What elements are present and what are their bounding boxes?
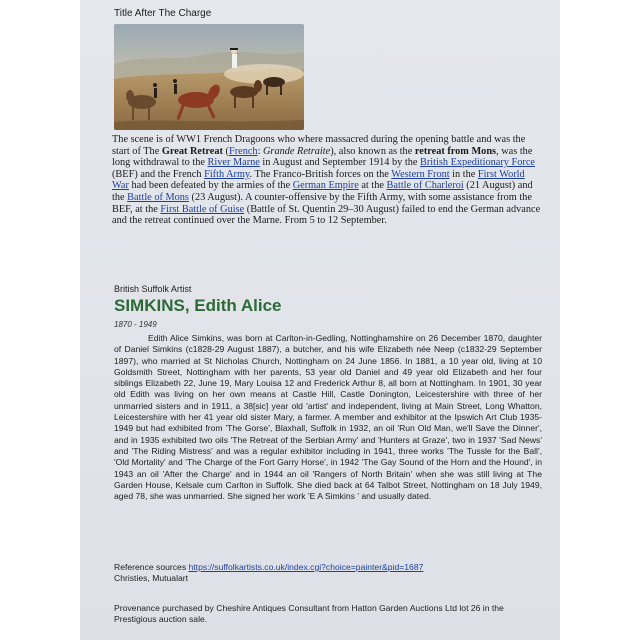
intro-text-2: ( bbox=[222, 145, 229, 157]
link-battle-of-mons[interactable]: Battle of Mons bbox=[127, 191, 189, 203]
intro-paragraph bbox=[112, 134, 542, 227]
intro-text-13: (23 August). A counter-offensive by the Fifth Army, with some assistance from the BEF, at the bbox=[112, 191, 532, 215]
intro-text-10: had been defeated by the armies of the bbox=[128, 180, 293, 192]
reference-others: Christies, Mutualart bbox=[114, 573, 189, 584]
artist-name-heading: SIMKINS, Edith Alice bbox=[114, 296, 282, 315]
intro-bold-retreat-from-mons: retreat from Mons bbox=[414, 145, 497, 157]
reference-sources bbox=[114, 562, 542, 585]
link-british-expeditionary-force[interactable]: British Expeditionary Force bbox=[420, 157, 535, 169]
link-french[interactable]: French bbox=[228, 145, 258, 157]
document-page bbox=[80, 0, 560, 640]
painting-title: Title After The Charge bbox=[114, 8, 212, 19]
intro-text-9: in the bbox=[449, 168, 478, 180]
artist-kicker: British Suffolk Artist bbox=[114, 284, 192, 294]
link-fifth-army[interactable]: Fifth Army bbox=[204, 168, 250, 180]
reference-label: Reference sources bbox=[114, 562, 189, 572]
intro-text-3: : bbox=[257, 145, 263, 157]
intro-text-1: The scene is of WW1 French Dragoons who where massacred during the opening battle and was the start of The bbox=[112, 134, 526, 157]
intro-italic-grande-retraite: Grande Retraite bbox=[263, 145, 331, 157]
intro-text-14: (Battle of St. Quentin 29–30 August) failed to end the German advance and the retreat continued over the Marne. From 5 to 12 September. bbox=[112, 203, 541, 227]
intro-text-8: . The Franco-British forces on the bbox=[249, 168, 392, 180]
link-german-empire[interactable]: German Empire bbox=[292, 180, 359, 192]
artist-biography-text: Edith Alice Simkins, was born at Carlton-in-Gedling, Nottinghamshire on 26 December 1870, daughter of Daniel Simkins (c1828-29 August 1887), a butcher, and his wife Elizabeth née Neep (c1832-29 September 1897), who married at St Nicholas Church, Nottingham on 24 June 1856. In 1881, a 10 year old, living at 10 Goldsmith Street, Nottingham with her parents, 53 year old Daniel and 49 year old Elizabeth and her four siblings Elizabeth 22, June 19, Mary Louisa 12 and Frederick Arthur 8, all born at Nottingham. In 1901, 30 year old Edith was living on her own means at Castle Hill, Castle Donington, Leicestershire with three of her unmarried sisters and in 1911, a 38[sic] year old 'artist' and independent, living at Main Street, Long Whatton, Leicestershire with her 41 year old sister Mary, a farmer. A member and exhibitor at the Ipswich Art Club 1935-1949 but had exhibited from 'The Gorse', Blaxhall, Suffolk in 1932, an oil 'Run Old Man, we'll Save the Dinner', and in 1935 exhibited two oils 'The Retreat of the Serbian Army' and 'Hunters at Graze', two in 1937 'Sad News' and 'The Riding Mistress' and was a regular exhibitor including in 1941, three works 'The Tussle for the Ball', 'Old Mortality' and 'The Charge of the Fort Garry Horse', in 1942 'The Gay Sound of the Horn and the Hound', in 1943 an oil 'After the Charge' and in 1944 an oil 'Rangers of North Britain' when she was still living at The Garden House, Kelsale cum Carlton in Suffolk. She died back at 64 Talbot Street, Nottingham on 18 July 1949, aged 78, she was unmarried. She signed her work 'E A Simkins ' and usually dated. bbox=[114, 333, 542, 502]
artist-biography bbox=[114, 333, 542, 502]
artist-dates: 1870 - 1949 bbox=[114, 320, 157, 329]
link-battle-of-charleroi[interactable]: Battle of Charleroi bbox=[386, 180, 464, 192]
intro-text-5: , was the long withdrawal to the bbox=[112, 145, 533, 169]
intro-text-6: in August and September 1914 by the bbox=[259, 157, 420, 169]
intro-text-11: at the bbox=[358, 180, 387, 192]
painting-image bbox=[114, 24, 304, 130]
link-first-world-war[interactable]: First World War bbox=[112, 168, 525, 192]
intro-text-4: ), also known as the bbox=[330, 145, 415, 157]
link-first-battle-of-guise[interactable]: First Battle of Guise bbox=[160, 203, 245, 215]
link-western-front[interactable]: Western Front bbox=[391, 168, 450, 180]
provenance-note: Provenance purchased by Cheshire Antiques Consultant from Hatton Garden Auctions Ltd lot 26 in the Prestigious auction sale. bbox=[114, 603, 504, 625]
intro-text-12: (21 August) and the bbox=[112, 180, 533, 203]
link-river-marne[interactable]: River Marne bbox=[207, 157, 260, 169]
intro-bold-great-retreat: Great Retreat bbox=[161, 145, 223, 157]
intro-text-7: (BEF) and the French bbox=[112, 168, 205, 180]
reference-link[interactable]: https://suffolkartists.co.uk/index.cgi?choice=painter&pid=1687 bbox=[188, 562, 424, 572]
